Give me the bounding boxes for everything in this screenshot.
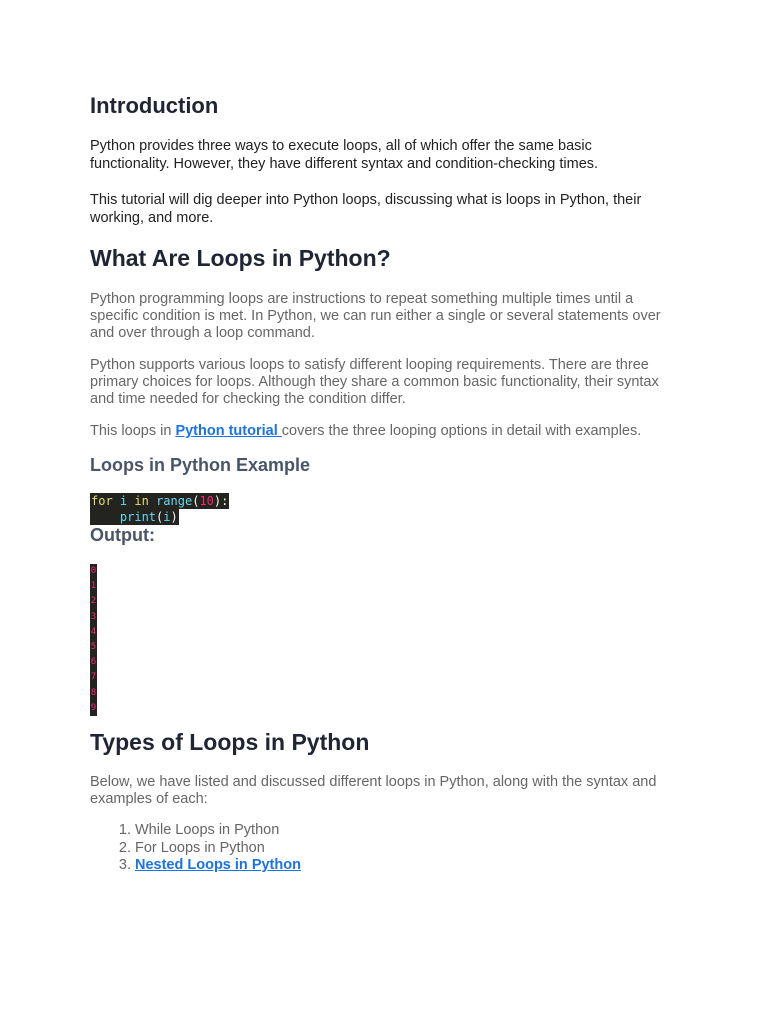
code-paren-close: ): <box>213 494 229 508</box>
output-line: 3 <box>90 611 97 622</box>
loop-types-list <box>90 822 301 875</box>
output-heading: Output: <box>90 525 155 545</box>
list-item-label: While Loops in Python <box>135 822 280 838</box>
what-paragraph-2: Python supports various loops to satisfy different looping requirements. There are three primary choices for loops. Although they share a common basic functionality, their syntax and time needed for checking the condition differ. <box>90 357 659 407</box>
output-line: 8 <box>90 687 97 698</box>
output-line: 4 <box>90 626 97 637</box>
output-line: 2 <box>90 596 97 607</box>
code-paren-open-2: ( <box>156 510 164 524</box>
list-item-for-loops <box>135 840 301 858</box>
code-fn-print: print <box>119 510 157 524</box>
output-line: 9 <box>90 702 97 713</box>
output-block <box>90 564 97 716</box>
output-line: 7 <box>90 672 97 683</box>
output-line: 0 <box>90 566 97 576</box>
python-tutorial-link[interactable]: Python tutorial <box>175 423 282 439</box>
intro-paragraph-2: This tutorial will dig deeper into Python loops, discussing what is loops in Python, their working, and more. <box>90 192 642 226</box>
output-line: 5 <box>90 641 97 652</box>
list-item-while-loops <box>135 822 301 840</box>
output-line: 6 <box>90 657 97 668</box>
code-keyword-for: for <box>91 494 113 508</box>
types-heading: Types of Loops in Python <box>90 729 370 755</box>
code-var-i-2: i <box>163 510 171 524</box>
code-keyword-in: in <box>134 494 149 508</box>
code-number: 10 <box>199 494 214 508</box>
code-paren-close-2: ) <box>170 510 178 524</box>
output-line: 1 <box>90 581 97 592</box>
intro-heading: Introduction <box>90 93 219 118</box>
list-item-label: For Loops in Python <box>135 839 265 856</box>
what-paragraph-3-before: This loops in <box>90 423 176 439</box>
what-paragraph-1: Python programming loops are instructions to repeat something multiple times until a specific condition is met. In Python, we can run either a single or several statements over and over through a loop command. <box>90 291 661 341</box>
code-var-i: i <box>119 494 128 508</box>
code-indent <box>91 510 120 524</box>
code-fn-range: range <box>156 494 193 508</box>
example-heading: Loops in Python Example <box>90 455 311 475</box>
code-paren-open: ( <box>192 494 200 508</box>
intro-paragraph-1: Python provides three ways to execute loops, all of which offer the same basic functionality. However, they have different syntax and condition-checking times. <box>90 138 599 172</box>
code-line-1 <box>90 493 229 509</box>
what-paragraph-3 <box>90 423 670 440</box>
nested-loops-link[interactable]: Nested Loops in Python <box>135 857 301 873</box>
what-are-loops-heading: What Are Loops in Python? <box>90 245 391 271</box>
code-line-2 <box>90 509 179 525</box>
types-paragraph: Below, we have listed and discussed different loops in Python, along with the syntax and examples of each: <box>90 774 657 807</box>
code-block <box>90 493 229 525</box>
list-item-nested-loops[interactable] <box>135 857 301 875</box>
what-paragraph-3-after: covers the three looping options in detail with examples. <box>281 423 642 439</box>
